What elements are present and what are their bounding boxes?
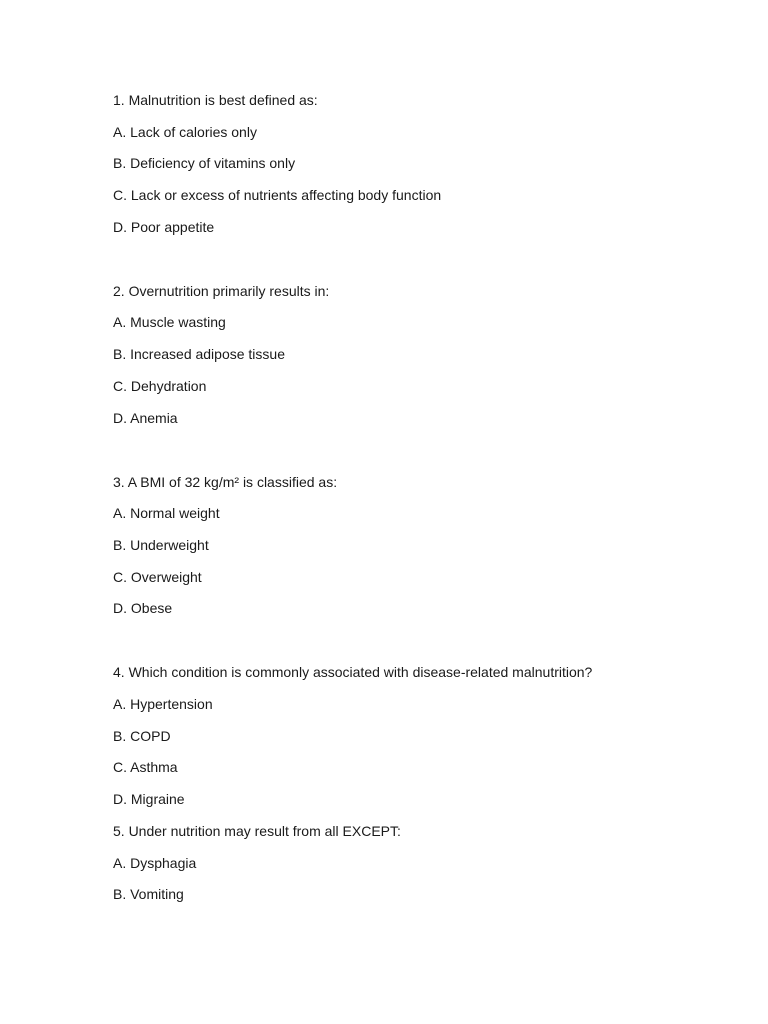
option-d: D. Poor appetite [113,218,215,235]
question-2 [113,282,713,427]
question-text: 5. Under nutrition may result from all EXCEPT: [113,823,401,839]
option-d: D. Anemia [113,409,178,426]
document-page [113,91,713,903]
option-d: D. Migraine [113,791,185,807]
question-5 [113,822,713,903]
option-b: B. Underweight [113,536,209,553]
option-b: B. COPD [113,727,171,744]
option-a: A. Normal weight [113,505,220,522]
question-1 [113,91,713,236]
option-a: A. Dysphagia [113,854,197,871]
option-a: A. Hypertension [113,695,213,712]
question-text: 4. Which condition is commonly associated with disease-related malnutrition? [113,664,593,681]
question-3 [113,473,713,618]
option-c: C. Overweight [113,568,202,585]
option-b: B. Increased adipose tissue [113,346,285,363]
option-b: B. Vomiting [113,886,184,903]
question-text: 3. A BMI of 32 kg/m² is classified as: [113,473,338,490]
option-c: C. Lack or excess of nutrients affecting body function [113,187,442,204]
option-a: A. Lack of calories only [113,123,257,140]
question-4 [113,663,713,808]
option-a: A. Muscle wasting [113,314,226,331]
option-b: B. Deficiency of vitamins only [113,155,296,172]
option-c: C. Asthma [113,759,178,776]
option-c: C. Dehydration [113,377,207,394]
question-text: 2. Overnutrition primarily results in: [113,282,330,299]
question-text: 1. Malnutrition is best defined as: [113,92,318,108]
option-d: D. Obese [113,600,173,617]
